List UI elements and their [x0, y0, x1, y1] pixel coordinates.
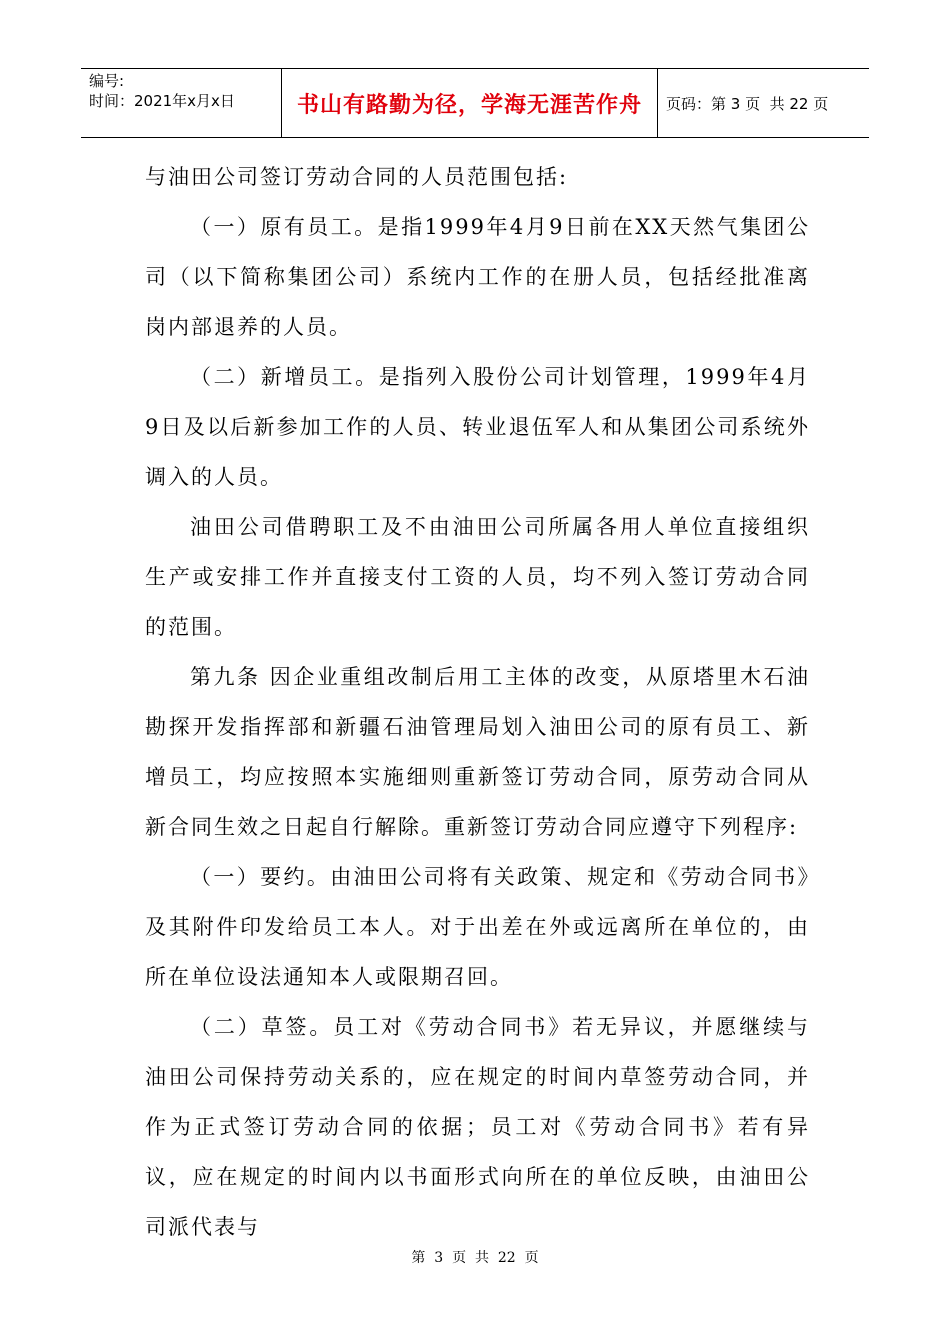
document-number-label: 编号:	[89, 72, 125, 90]
header-motto: 书山有路勤为径，学海无涯苦作舟	[281, 69, 658, 137]
document-body	[145, 152, 810, 1252]
paragraph: （二）草签。员工对《劳动合同书》若无异议，并愿继续与油田公司保持劳动关系的，应在规定的时间内草签劳动合同，并作为正式签订劳动合同的依据；员工对《劳动合同书》若有异议，应在规定的时间内以书面形式向所在的单位反映，由油田公司派代表与	[145, 1015, 810, 1239]
paragraph: 与油田公司签订劳动合同的人员范围包括:	[145, 165, 569, 189]
paragraph: 第九条 因企业重组改制后用工主体的改变，从原塔里木石油勘探开发指挥部和新疆石油管理局划入油田公司的原有员工、新增员工，均应按照本实施细则重新签订劳动合同，原劳动合同从新合同生效之日起自行解除。重新签订劳动合同应遵守下列程序:	[145, 665, 810, 839]
header-page-info: 页码：第 3 页 共 22 页	[666, 94, 829, 113]
paragraph: （一）要约。由油田公司将有关政策、规定和《劳动合同书》及其附件印发给员工本人。对于出差在外或远离所在单位的，由所在单位设法通知本人或限期召回。	[145, 865, 810, 989]
paragraph: （一）原有员工。是指1999年4月9日前在XX天然气集团公司（以下简称集团公司）系统内工作的在册人员，包括经批准离岗内部退养的人员。	[145, 215, 810, 339]
page-footer: 第 3 页 共 22 页	[411, 1250, 539, 1266]
header-meta	[81, 69, 281, 137]
document-time-label: 时间：2021年x月x日	[89, 92, 235, 110]
paragraph: （二）新增员工。是指列入股份公司计划管理，1999年4月9日及以后新参加工作的人员、转业退伍军人和从集团公司系统外调入的人员。	[145, 365, 810, 489]
document-header	[81, 68, 869, 138]
paragraph: 油田公司借聘职工及不由油田公司所属各用人单位直接组织生产或安排工作并直接支付工资的人员，均不列入签订劳动合同的范围。	[145, 515, 810, 639]
